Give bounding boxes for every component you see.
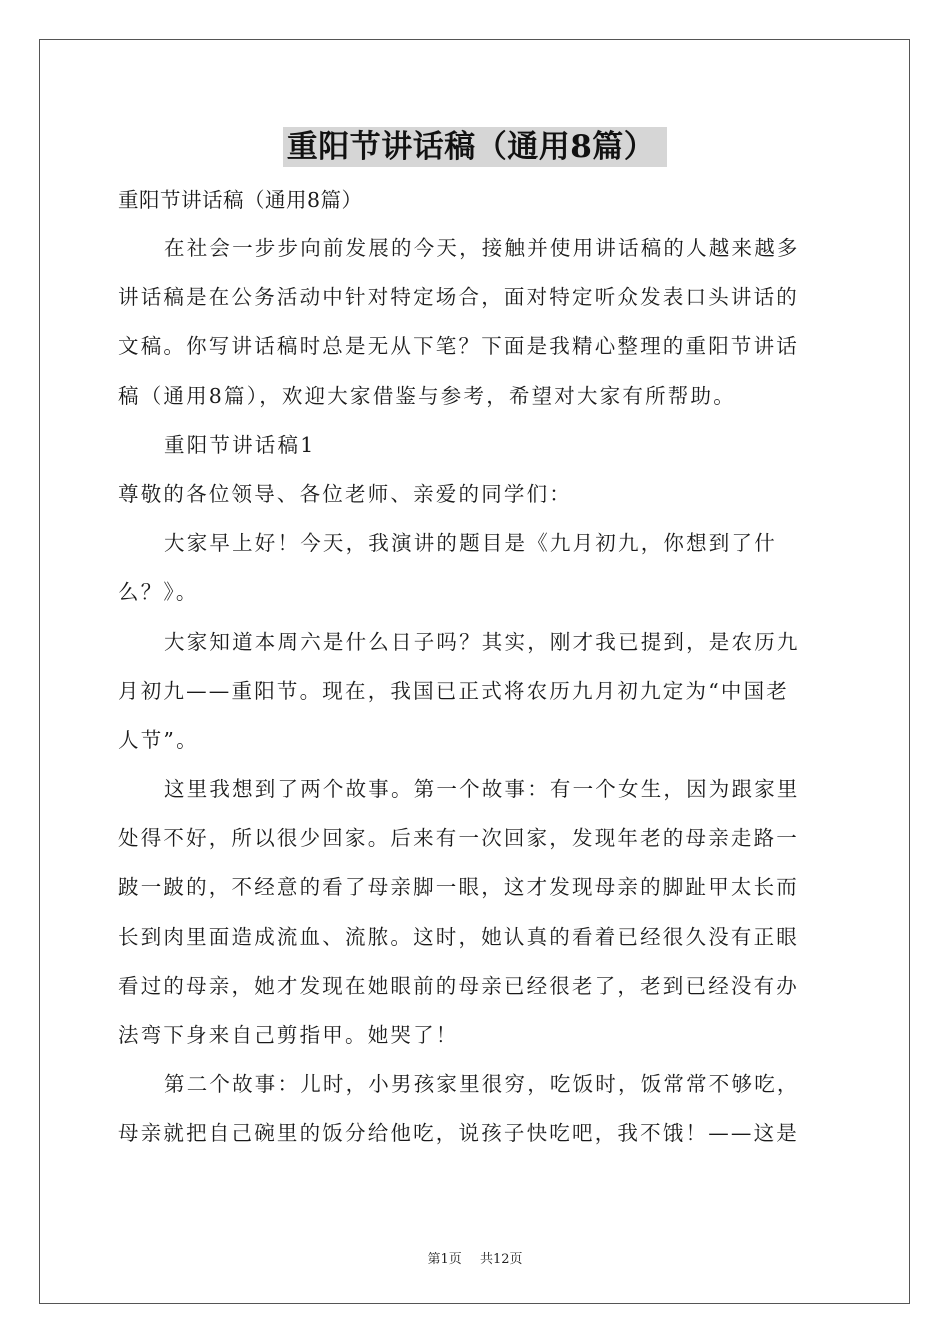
paragraph-line: 稿（通用8篇），欢迎大家借鉴与参考，希望对大家有所帮助。 (118, 383, 736, 408)
paragraph-line: 讲话稿是在公务活动中针对特定场合，面对特定听众发表口头讲话的 (118, 285, 799, 310)
paragraph-line: 长到肉里面造成流血、流脓。这时，她认真的看着已经很久没有正眼 (118, 924, 799, 949)
paragraph-line: 月初九——重阳节。现在，我国已正式将农历九月初九定为“中国老 (118, 678, 789, 703)
page-total: 共12页 (479, 1252, 523, 1267)
paragraph-line: 跛一跛的，不经意的看了母亲脚一眼，这才发现母亲的脚趾甲太长而 (118, 875, 799, 900)
paragraph-line: 处得不好，所以很少回家。后来有一次回家，发现年老的母亲走路一 (118, 826, 799, 851)
paragraph-line: 母亲就把自己碗里的饭分给他吃，说孩子快吃吧，我不饿！——这是 (118, 1121, 799, 1146)
paragraph-line: 法弯下身来自己剪指甲。她哭了！ (118, 1023, 459, 1047)
paragraph-line: 这里我想到了两个故事。第一个故事：有一个女生，因为跟家里 (164, 777, 800, 802)
document-subtitle: 重阳节讲话稿（通用8篇） (118, 188, 363, 212)
page-number: 第1页 (427, 1252, 462, 1267)
document-title: 重阳节讲话稿（通用8篇） (283, 127, 668, 167)
paragraph-line: 在社会一步步向前发展的今天，接触并使用讲话稿的人越来越多 (164, 236, 800, 260)
paragraph-line: 文稿。你写讲话稿时总是无从下笔？下面是我精心整理的重阳节讲话 (118, 334, 799, 359)
document-body (118, 178, 834, 1159)
paragraph-line: 第二个故事：儿时，小男孩家里很穷，吃饭时，饭常常不够吃， (164, 1072, 800, 1097)
page-footer (0, 1248, 950, 1267)
paragraph-line: 看过的母亲，她才发现在她眼前的母亲已经很老了，老到已经没有办 (118, 973, 799, 998)
paragraph-line: 么？》。 (118, 580, 199, 605)
paragraph-line: 大家知道本周六是什么日子吗？其实，刚才我已提到，是农历九 (164, 629, 800, 654)
paragraph-line: 人节”。 (118, 727, 199, 752)
paragraph-line: 大家早上好！今天，我演讲的题目是《九月初九，你想到了什 (164, 531, 777, 556)
salutation: 尊敬的各位领导、各位老师、亲爱的同学们： (118, 481, 572, 506)
title-container (0, 127, 950, 167)
section-heading: 重阳节讲话稿1 (164, 432, 316, 457)
